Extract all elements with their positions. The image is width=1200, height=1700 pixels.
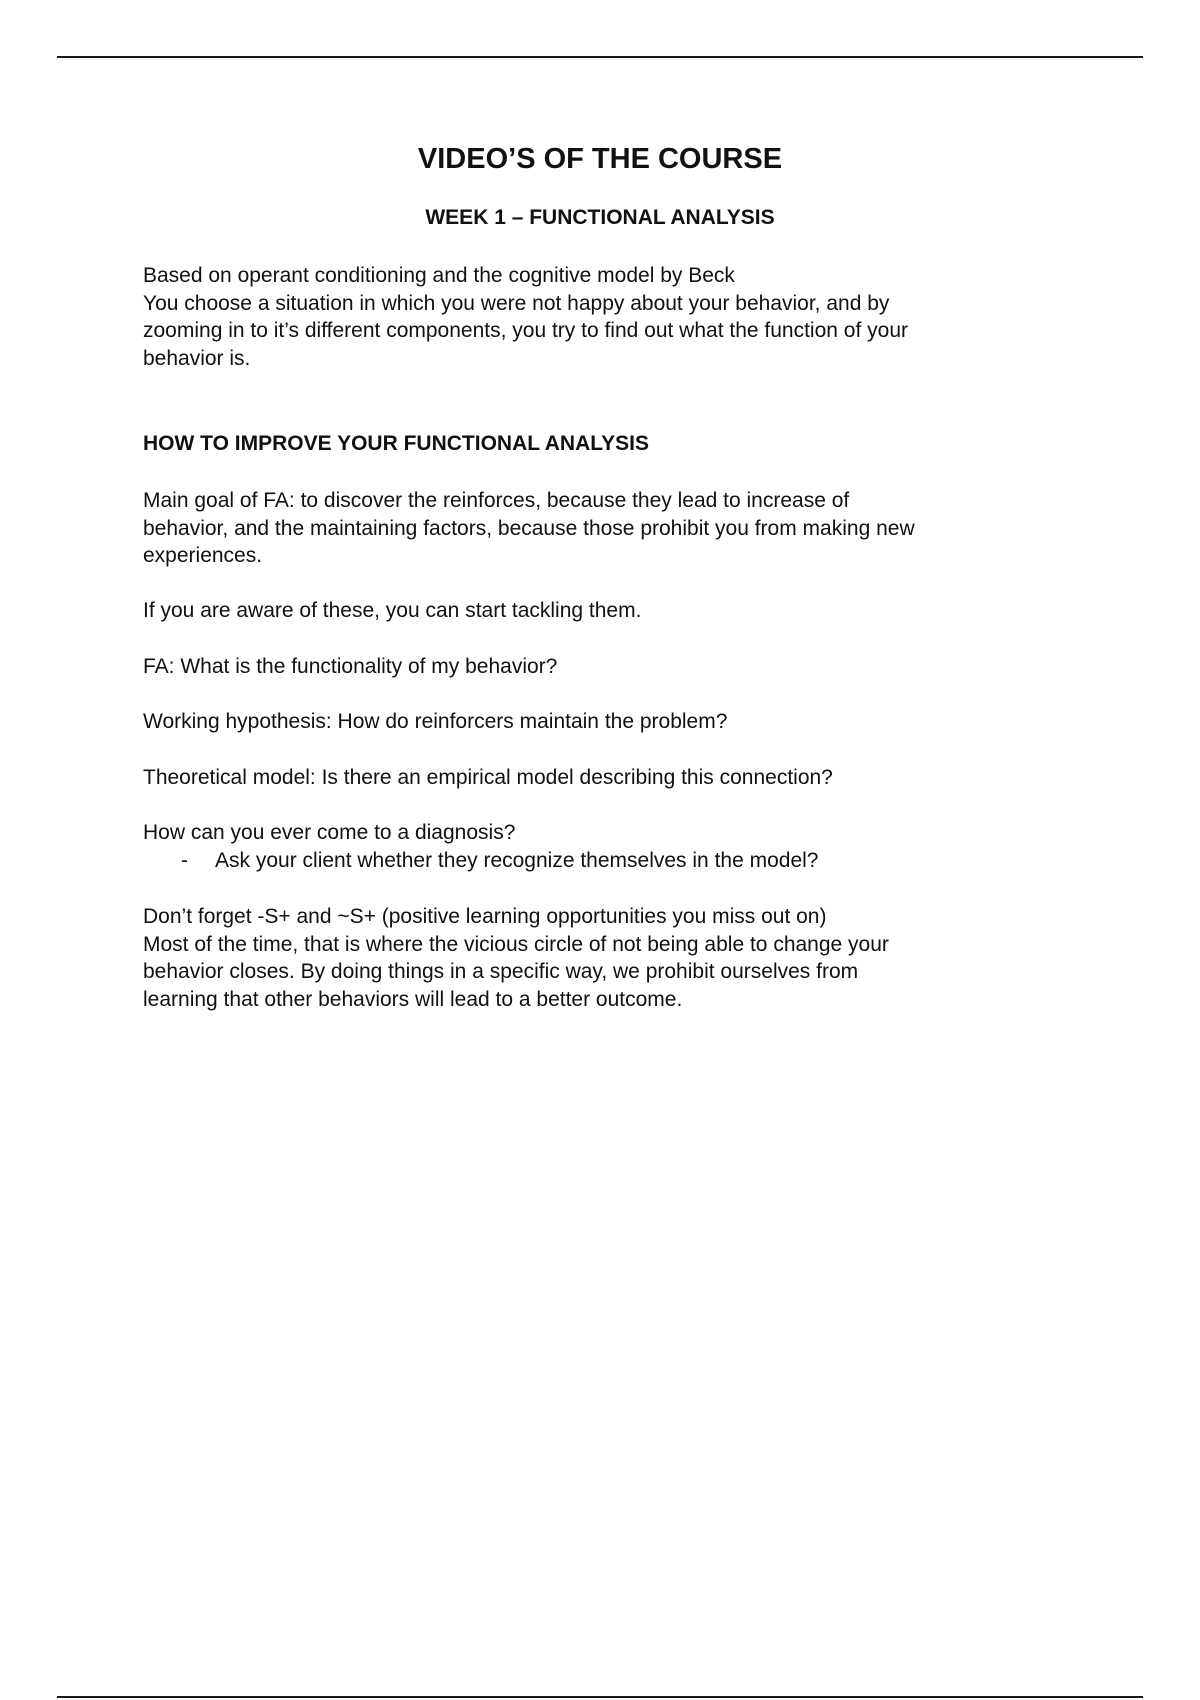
intro-line: behavior is. (143, 346, 251, 370)
intro-line: You choose a situation in which you were not happy about your behavior, and by (143, 291, 890, 315)
main-goal-line: experiences. (143, 544, 263, 567)
bullet-text: Ask your client whether they recognize themselves in the model? (215, 848, 819, 872)
dont-forget-line: Don’t forget -S+ and ~S+ (positive learning opportunities you miss out on) (143, 905, 827, 928)
bullet-item (143, 847, 1063, 875)
intro-line: zooming in to it’s different components, you try to find out what the function of your (143, 319, 908, 342)
aware-paragraph (143, 597, 1063, 625)
dont-forget-paragraph (143, 903, 1063, 1013)
bullet-marker: - (181, 848, 188, 872)
diagnosis-question: How can you ever come to a diagnosis? (143, 821, 516, 844)
top-rule (57, 56, 1143, 58)
working-hypothesis-paragraph (143, 708, 1063, 736)
fa-question-paragraph (143, 653, 1063, 681)
theoretical-model-text: Theoretical model: Is there an empirical model describing this connection? (143, 766, 833, 789)
week-subtitle: WEEK 1 – FUNCTIONAL ANALYSIS (425, 206, 775, 229)
main-goal-line: behavior, and the maintaining factors, because those prohibit you from making new (143, 516, 915, 540)
aware-text: If you are aware of these, you can start tackling them. (143, 599, 642, 622)
bottom-rule (57, 1696, 1143, 1698)
intro-line: Based on operant conditioning and the cognitive model by Beck (143, 264, 735, 287)
working-hypothesis-text: Working hypothesis: How do reinforcers maintain the problem? (143, 710, 728, 733)
dont-forget-line: Most of the time, that is where the vicious circle of not being able to change your (143, 932, 889, 956)
section-heading-block (143, 430, 1063, 457)
page-title: VIDEO’S OF THE COURSE (417, 143, 783, 175)
main-goal-paragraph (143, 487, 1063, 570)
intro-paragraph (143, 262, 1063, 372)
section-heading: HOW TO IMPROVE YOUR FUNCTIONAL ANALYSIS (143, 432, 649, 455)
diagnosis-paragraph (143, 819, 1063, 874)
theoretical-model-paragraph (143, 764, 1063, 792)
dont-forget-line: learning that other behaviors will lead to a better outcome. (143, 987, 683, 1011)
dont-forget-line: behavior closes. By doing things in a specific way, we prohibit ourselves from (143, 960, 859, 983)
main-goal-line: Main goal of FA: to discover the reinforces, because they lead to increase of (143, 489, 850, 512)
fa-question-text: FA: What is the functionality of my behavior? (143, 655, 558, 678)
